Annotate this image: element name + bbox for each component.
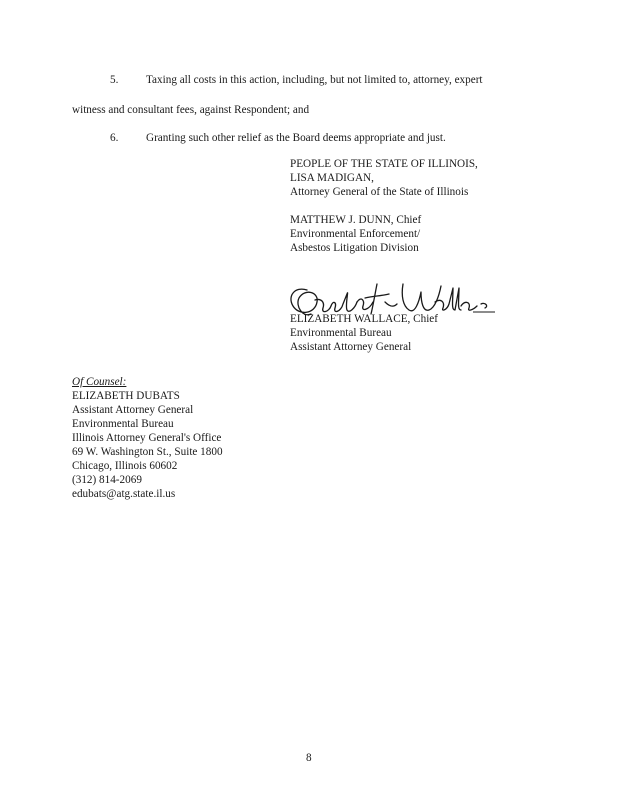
- chief-block: [290, 213, 421, 255]
- paragraph-5-line-1: Taxing all costs in this action, including, but not limited to, attorney, expert: [146, 74, 483, 86]
- of-counsel-block: [72, 375, 223, 501]
- signatory-line: LISA MADIGAN,: [290, 172, 374, 184]
- signatory-line: Attorney General of the State of Illinois: [290, 186, 469, 198]
- page-number: 8: [306, 752, 312, 764]
- signer-block: [290, 312, 438, 354]
- signer-line: ELIZABETH WALLACE, Chief: [290, 313, 438, 325]
- paragraph-number-6: 6.: [110, 132, 119, 144]
- counsel-line: (312) 814-2069: [72, 474, 142, 486]
- counsel-line: Environmental Bureau: [72, 418, 174, 430]
- paragraph-6-line-1: Granting such other relief as the Board deems appropriate and just.: [146, 132, 446, 144]
- chief-line: Asbestos Litigation Division: [290, 242, 419, 254]
- counsel-email: edubats@atg.state.il.us: [72, 488, 176, 500]
- paragraph-5-line-2: witness and consultant fees, against Respondent; and: [72, 104, 310, 116]
- counsel-line: Assistant Attorney General: [72, 404, 194, 416]
- counsel-line: ELIZABETH DUBATS: [72, 390, 180, 402]
- counsel-line: Illinois Attorney General's Office: [72, 432, 222, 444]
- paragraph-number-5: 5.: [110, 74, 119, 86]
- signer-line: Environmental Bureau: [290, 327, 392, 339]
- signatory-line: PEOPLE OF THE STATE OF ILLINOIS,: [290, 158, 478, 170]
- counsel-line: 69 W. Washington St., Suite 1800: [72, 446, 223, 458]
- chief-line: MATTHEW J. DUNN, Chief: [290, 214, 422, 226]
- signer-line: Assistant Attorney General: [290, 341, 412, 353]
- chief-line: Environmental Enforcement/: [290, 228, 421, 240]
- signatory-block: [290, 157, 478, 199]
- of-counsel-heading: Of Counsel:: [72, 376, 127, 388]
- counsel-line: Chicago, Illinois 60602: [72, 460, 178, 472]
